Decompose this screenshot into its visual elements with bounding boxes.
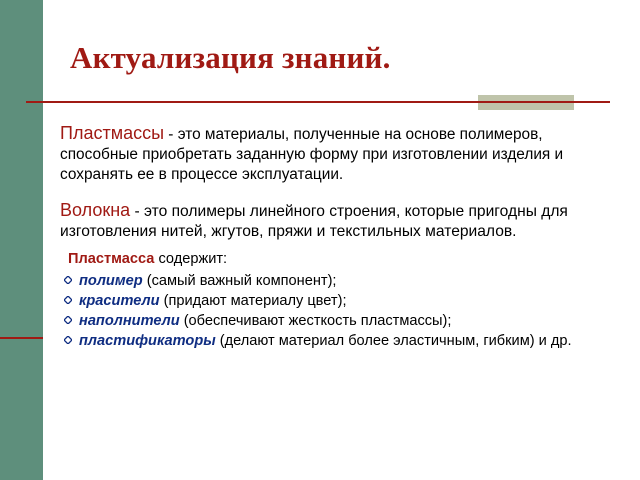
item-text: (придают материалу цвет);	[159, 293, 347, 309]
item-text: (обеспечивают жесткость пластмассы);	[179, 313, 452, 329]
item-keyword: наполнители	[79, 313, 180, 329]
diamond-bullet-icon	[64, 296, 72, 304]
list-item	[61, 291, 636, 311]
composition-heading	[68, 251, 227, 267]
slide-title: Актуализация знаний.	[70, 40, 391, 75]
item-keyword: пластификаторы	[79, 333, 216, 349]
definition-fibers: - это полимеры линейного строения, которые пригодны для изготовления нитей, жгутов, пряжи и текстильных материалов.	[60, 203, 568, 240]
title-rule	[26, 101, 610, 103]
list-item	[61, 271, 636, 291]
accent-line-left	[0, 337, 43, 339]
term-fibers: Волокна	[60, 200, 131, 220]
item-keyword: полимер	[79, 273, 143, 289]
item-text: (самый важный компонент);	[142, 273, 337, 289]
term-plastics: Пластмассы	[60, 123, 165, 143]
diamond-bullet-icon	[64, 276, 72, 284]
paragraph-fibers	[60, 200, 620, 242]
paragraph-plastics	[60, 123, 620, 185]
composition-heading-text: содержит:	[154, 251, 228, 267]
definition-plastics: - это материалы, полученные на основе полимеров, способные приобретать заданную форму при изготовлении изделия и сохранять ее в процессе эксплуатации.	[60, 126, 564, 183]
diamond-bullet-icon	[64, 336, 72, 344]
diamond-bullet-icon	[64, 316, 72, 324]
item-text: (делают материал более эластичным, гибким) и др.	[215, 333, 572, 349]
item-keyword: красители	[79, 293, 160, 309]
left-accent-bar	[0, 0, 43, 480]
term-plastic: Пластмасса	[68, 251, 155, 267]
list-item	[61, 331, 636, 351]
composition-list	[61, 271, 636, 351]
list-item	[61, 311, 636, 331]
